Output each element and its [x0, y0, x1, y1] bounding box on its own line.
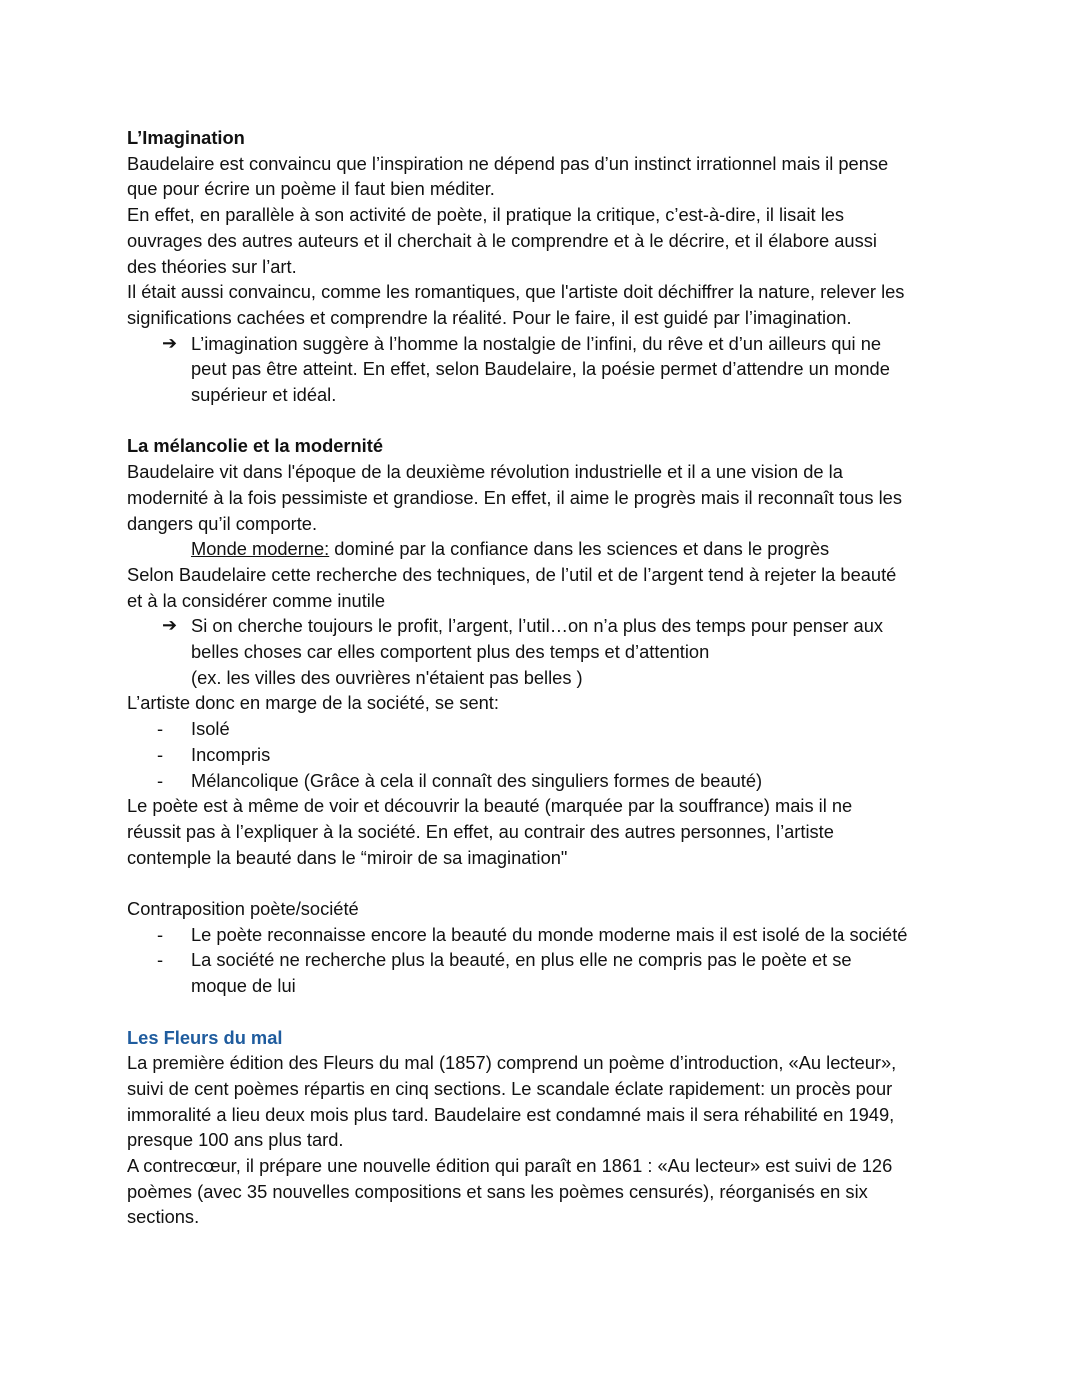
paragraph-line: sections.	[127, 1206, 200, 1228]
dash-icon: -	[157, 743, 164, 765]
list-item-text: La société ne recherche plus la beauté, en plus elle ne compris pas le poète et se	[191, 949, 852, 971]
dash-icon: -	[157, 718, 164, 740]
bullet-text: supérieur et idéal.	[191, 384, 337, 406]
paragraph-line: A contrecœur, il prépare une nouvelle édition qui paraît en 1861 : «Au lecteur» est suivi de 126	[127, 1155, 893, 1177]
section-title-imagination: L’Imagination	[127, 127, 245, 148]
paragraph-line: Le poète est à même de voir et découvrir la beauté (marquée par la souffrance) mais il ne	[127, 795, 853, 817]
paragraph-line: et à la considérer comme inutile	[127, 589, 386, 611]
paragraph-line: dangers qu’il comporte.	[127, 512, 318, 534]
paragraph-line: Baudelaire vit dans l'époque de la deuxième révolution industrielle et il a une vision de la	[127, 461, 843, 483]
dash-list	[127, 716, 967, 793]
definition-text: dominé par la confiance dans les sciences et dans le progrès	[329, 538, 830, 560]
paragraph-line: significations cachées et comprendre la réalité. Pour le faire, il est guidé par l’imagination.	[127, 306, 852, 328]
bullet-text: (ex. les villes des ouvrières n'étaient pas belles )	[191, 666, 583, 688]
section-title-fleurs-du-mal: Les Fleurs du mal	[127, 1026, 283, 1048]
dash-icon: -	[157, 949, 164, 971]
bullet-text: peut pas être atteint. En effet, selon Baudelaire, la poésie permet d’attendre un monde	[191, 358, 890, 380]
list-item-text: moque de lui	[191, 975, 296, 997]
dash-icon: -	[157, 769, 164, 791]
bullet-text: belles choses car elles comportent plus des temps et d’attention	[191, 641, 710, 663]
paragraph-line: modernité à la fois pessimiste et grandiose. En effet, il aime le progrès mais il reconnaît tous les	[127, 486, 902, 508]
spacer	[127, 408, 967, 434]
list-item-text: Isolé	[191, 718, 230, 740]
dash-icon: -	[157, 923, 164, 945]
paragraph-line: presque 100 ans plus tard.	[127, 1129, 344, 1151]
paragraph-line: Selon Baudelaire cette recherche des techniques, de l’util et de l’argent tend à rejeter la beauté	[127, 563, 897, 585]
list-item	[127, 742, 967, 768]
spacer	[127, 999, 967, 1025]
arrow-bullet-item	[127, 331, 967, 408]
paragraph-line: Il était aussi convaincu, comme les romantiques, que l'artiste doit déchiffrer la nature, relever les	[127, 281, 905, 303]
definition-line	[127, 536, 967, 562]
paragraph-line: L’artiste donc en marge de la société, se sent:	[127, 692, 499, 714]
arrow-right-icon: ➔	[162, 615, 178, 636]
list-item-text: Incompris	[191, 743, 271, 765]
section-title-melancolie: La mélancolie et la modernité	[127, 435, 384, 457]
paragraph-line: réussit pas à l’expliquer à la société. En effet, au contrair des autres personnes, l’artiste	[127, 820, 834, 842]
arrow-right-icon: ➔	[162, 332, 178, 353]
bullet-text: L’imagination suggère à l’homme la nostalgie de l’infini, du rêve et d’un ailleurs qui ne	[191, 332, 882, 354]
paragraph-line: En effet, en parallèle à son activité de poète, il pratique la critique, c’est-à-dire, il lisait les	[127, 204, 845, 226]
list-item	[127, 768, 967, 794]
paragraph-line: poèmes (avec 35 nouvelles compositions et sans les poèmes censurés), réorganisés en six	[127, 1180, 868, 1202]
subsection-title-contraposition: Contraposition poète/société	[127, 898, 359, 920]
paragraph-line: des théories sur l’art.	[127, 255, 297, 277]
document-page	[127, 125, 967, 1230]
paragraph-line: Baudelaire est convaincu que l’inspiration ne dépend pas d’un instinct irrationnel mais il pense	[127, 152, 889, 174]
list-item-text: Mélancolique (Grâce à cela il connaît des singuliers formes de beauté)	[191, 769, 763, 791]
paragraph-line: ouvrages des autres auteurs et il cherchait à le comprendre et à le décrire, et il élabore aussi	[127, 229, 877, 251]
list-item	[127, 922, 967, 948]
list-item	[127, 947, 967, 973]
paragraph-line: La première édition des Fleurs du mal (1857) comprend un poème d’introduction, «Au lecteur»,	[127, 1052, 897, 1074]
bullet-text: Si on cherche toujours le profit, l’argent, l’util…on n’a plus des temps pour penser aux	[191, 615, 884, 637]
paragraph-line: contemple la beauté dans le “miroir de sa imagination"	[127, 846, 568, 868]
list-item-text: Le poète reconnaisse encore la beauté du monde moderne mais il est isolé de la société	[191, 923, 908, 945]
arrow-bullet-item	[127, 613, 967, 690]
list-item	[127, 716, 967, 742]
paragraph-line: suivi de cent poèmes répartis en cinq sections. Le scandale éclate rapidement: un procès pour	[127, 1077, 893, 1099]
paragraph-line: immoralité a lieu deux mois plus tard. Baudelaire est condamné mais il sera réhabilité en 1949,	[127, 1103, 895, 1125]
dash-list	[127, 922, 967, 999]
spacer	[127, 870, 967, 896]
paragraph-line: que pour écrire un poème il faut bien méditer.	[127, 178, 495, 200]
definition-term: Monde moderne:	[191, 538, 330, 560]
